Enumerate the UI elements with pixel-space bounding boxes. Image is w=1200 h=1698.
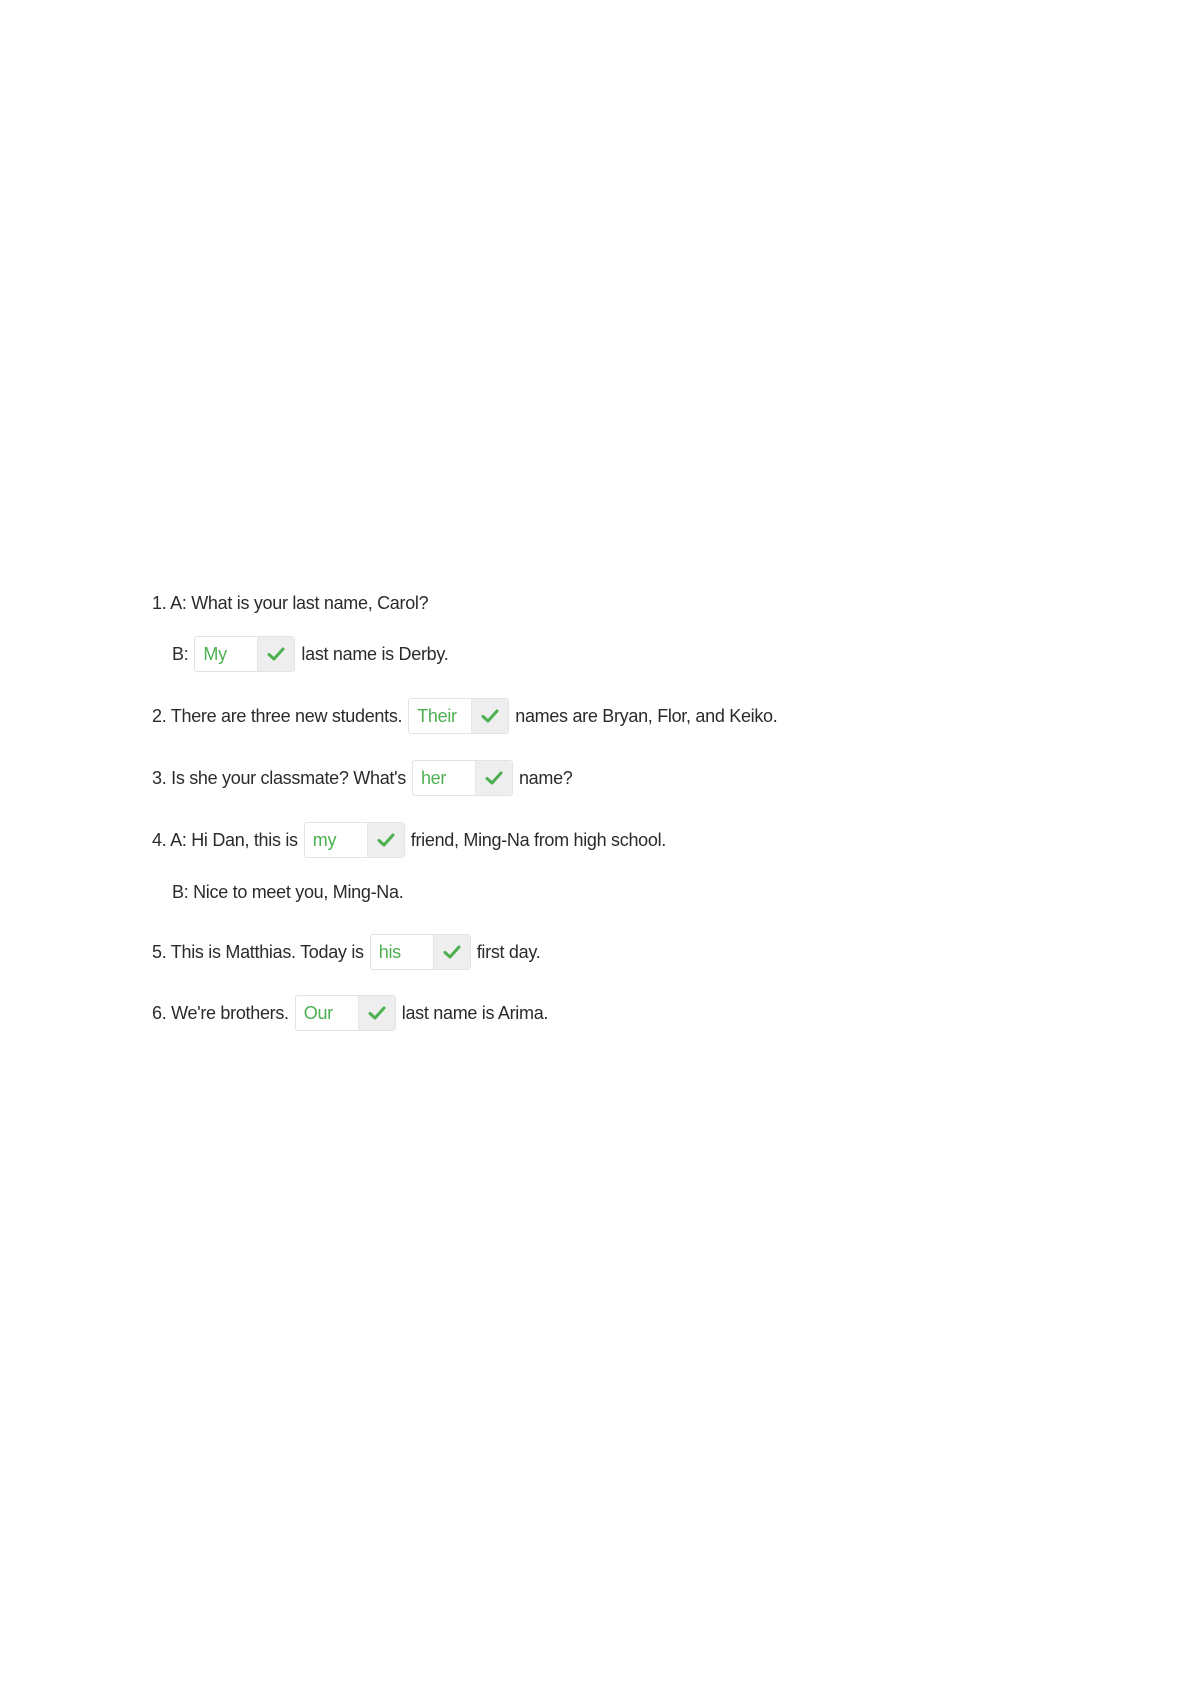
check-icon (358, 996, 395, 1030)
item-2-answer-value[interactable]: Their (417, 705, 457, 726)
item-4-reply-line (172, 873, 403, 911)
item-5-after-text: first day. (476, 941, 541, 962)
check-icon (471, 699, 508, 733)
item-6-after-text: last name is Arima. (401, 1002, 549, 1023)
check-icon (257, 637, 294, 671)
item-5-line (152, 933, 540, 971)
item-5-before-text: 5. This is Matthias. Today is (152, 941, 364, 962)
item-3-line (152, 759, 573, 797)
check-icon (367, 823, 404, 857)
item-6-answer-field[interactable] (295, 995, 396, 1031)
item-6-before-text: 6. We're brothers. (152, 1002, 289, 1023)
item-3-answer-field[interactable] (412, 760, 513, 796)
item-2-after-text: names are Bryan, Flor, and Keiko. (515, 705, 778, 726)
item-1-answer-value[interactable]: My (203, 643, 227, 664)
item-6-line (152, 994, 548, 1032)
item-6-answer-value[interactable]: Our (303, 1002, 333, 1023)
item-5-answer-field[interactable] (370, 934, 471, 970)
item-4-answer-value[interactable]: my (312, 829, 337, 850)
check-icon (433, 935, 470, 969)
check-icon (475, 761, 512, 795)
item-4-reply-text: B: Nice to meet you, Ming-Na. (172, 881, 404, 902)
item-5-answer-value[interactable]: his (378, 941, 401, 962)
item-2-before-text: 2. There are three new students. (152, 705, 403, 726)
item-1-answer-line (172, 635, 448, 673)
item-1-answer-field[interactable] (194, 636, 295, 672)
item-3-answer-value[interactable]: her (420, 767, 447, 788)
item-2-line (152, 697, 777, 735)
item-4-answer-field[interactable] (304, 822, 405, 858)
item-3-after-text: name? (518, 767, 573, 788)
item-1-question-line (152, 584, 428, 622)
item-4-before-text: 4. A: Hi Dan, this is (152, 829, 298, 850)
item-1-speaker-label: B: (172, 643, 189, 664)
item-3-before-text: 3. Is she your classmate? What's (152, 767, 406, 788)
item-1-after-text: last name is Derby. (301, 643, 449, 664)
item-4-question-line (152, 821, 666, 859)
item-2-answer-field[interactable] (408, 698, 509, 734)
item-4-after-text: friend, Ming-Na from high school. (410, 829, 666, 850)
item-1-question-text: 1. A: What is your last name, Carol? (152, 592, 429, 613)
